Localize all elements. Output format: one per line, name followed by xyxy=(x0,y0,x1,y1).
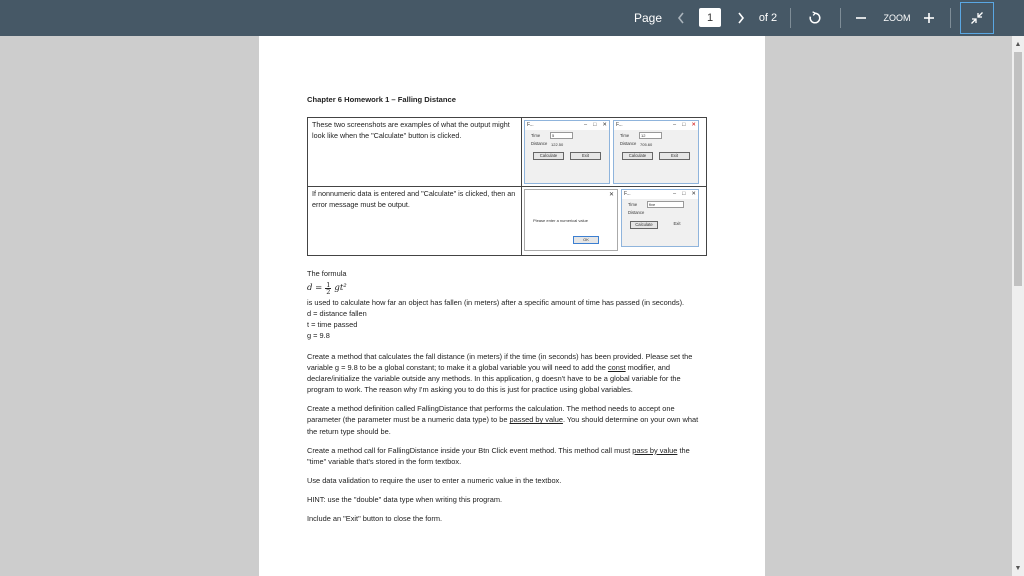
toolbar-divider xyxy=(790,8,791,28)
window-title: F... xyxy=(527,122,534,129)
exit-fullscreen-button[interactable] xyxy=(960,2,994,34)
instruction-paragraph: Create a method that calculates the fall distance (in meters) if the time (in seconds) has been provided. Please set the variable g = 9.8 to be a global constant; to make it a global variable you will need to add the const modifier, and declare/initialize the variable outside any methods. In this application, g doesn't have to be a global variable for the program to work. The reason why I'm asking you to do this is just for practice using global variables. xyxy=(307,351,693,395)
table-row xyxy=(308,187,707,256)
example-table xyxy=(307,117,707,256)
prev-page-button[interactable] xyxy=(670,0,692,36)
scroll-up-arrow-icon[interactable]: ▲ xyxy=(1014,40,1022,48)
definition-g: g = 9.8 xyxy=(307,330,330,340)
rotate-button[interactable] xyxy=(803,0,827,36)
document-content xyxy=(307,94,707,524)
formula: d = $\frac{1}{2}$ gt² xyxy=(307,280,347,296)
document-viewer[interactable] xyxy=(0,36,1024,576)
formula-intro: The formula xyxy=(307,269,347,279)
instruction-paragraph: Include an "Exit" button to close the form. xyxy=(307,514,443,524)
window-title: F... xyxy=(624,191,631,198)
app-window-screenshot: F... – □ ✕ Time 5 Distance 122.50 Calculate Exit xyxy=(524,120,610,184)
plus-icon xyxy=(923,12,935,24)
instruction-paragraph: Use data validation to require the user to enter a numeric value in the textbox. xyxy=(307,475,562,485)
definition-d: d = distance fallen xyxy=(307,308,367,318)
app-window-screenshot: F... – □ ✕ Time 12 Distance 705.60 Calculate Exit xyxy=(613,120,699,184)
table-cell-text: These two screenshots are examples of what the output might look like when the "Calculate" button is clicked. xyxy=(308,118,522,187)
document-title: Chapter 6 Homework 1 – Falling Distance xyxy=(307,95,456,104)
chevron-left-icon xyxy=(676,11,686,25)
instruction-paragraph: Create a method call for FallingDistance inside your Btn Click event method. This method call must pass by value the "time" variable that's stored in the form textbox. xyxy=(307,445,690,466)
zoom-out-button[interactable] xyxy=(852,0,870,36)
table-row xyxy=(308,118,707,187)
chevron-right-icon xyxy=(736,11,746,25)
toolbar-divider xyxy=(950,8,951,28)
table-cell-screenshots xyxy=(522,187,707,256)
total-pages: of 2 xyxy=(758,12,778,24)
next-page-button[interactable] xyxy=(730,0,752,36)
scroll-down-arrow-icon[interactable]: ▼ xyxy=(1014,564,1022,572)
instruction-paragraph: Create a method definition called FallingDistance that performs the calculation. The method needs to accept one parameter (the parameter must be a numeric data type) to be passed by value. You should determine on your own what the return type should be. xyxy=(307,404,699,436)
minus-icon xyxy=(855,12,867,24)
page-label: Page xyxy=(633,11,663,25)
app-window-screenshot: F... – □ ✕ Time five Distance Calculate Exit xyxy=(621,189,699,247)
page-number-input[interactable]: 1 xyxy=(699,8,721,27)
definition-t: t = time passed xyxy=(307,319,358,329)
error-messagebox-screenshot: ✕ Please enter a numerical value OK xyxy=(524,189,618,251)
document-page xyxy=(259,36,765,576)
vertical-scrollbar[interactable] xyxy=(1012,36,1024,576)
zoom-label: ZOOM xyxy=(883,13,911,23)
exit-fullscreen-icon xyxy=(970,11,984,25)
viewer-toolbar xyxy=(0,0,1024,36)
hint-paragraph: HINT: use the "double" data type when writing this program. xyxy=(307,495,503,505)
error-message: Please enter a numerical value xyxy=(533,218,588,224)
table-cell-text: If nonnumeric data is entered and "Calculate" is clicked, then an error message must be output. xyxy=(308,187,522,256)
zoom-in-button[interactable] xyxy=(920,0,938,36)
rotate-icon xyxy=(808,11,822,25)
formula-description: is used to calculate how far an object has fallen (in meters) after a specific amount of time has passed (in seconds). xyxy=(307,297,685,307)
window-title: F... xyxy=(616,122,623,129)
scroll-thumb[interactable] xyxy=(1014,52,1022,286)
table-cell-screenshots xyxy=(522,118,707,187)
toolbar-divider xyxy=(840,8,841,28)
